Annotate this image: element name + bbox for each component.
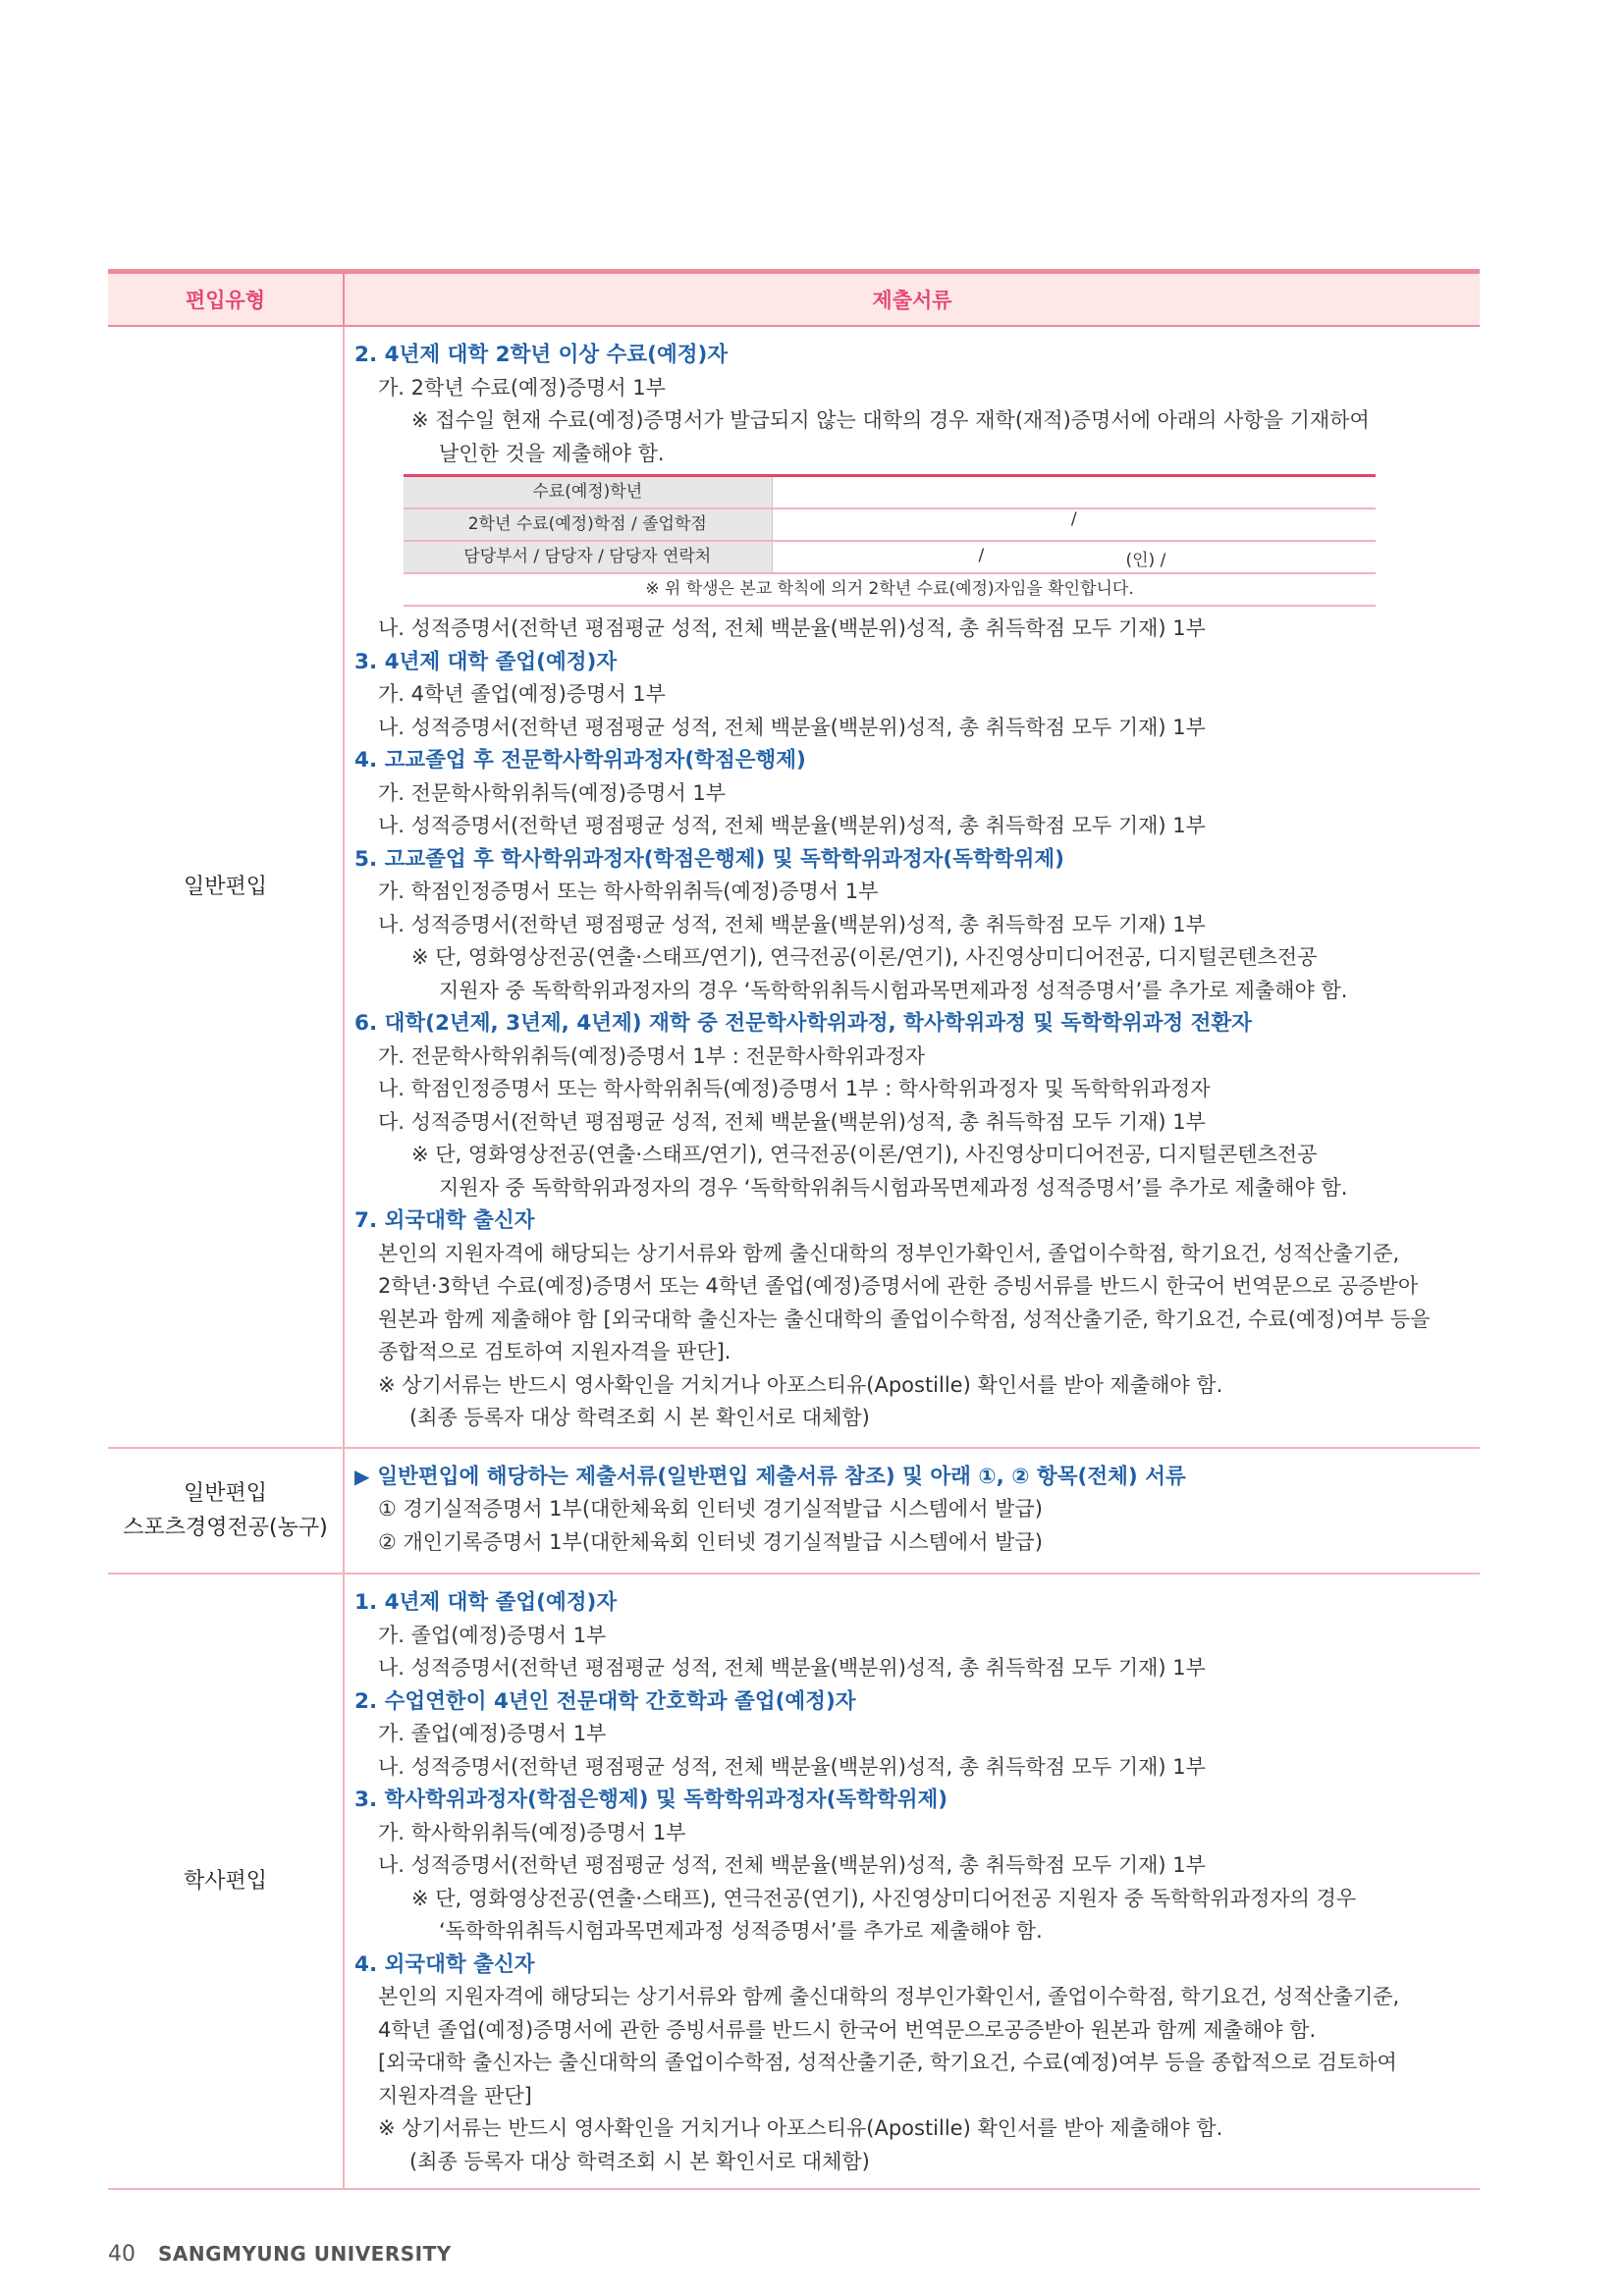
confirmation-form-table	[404, 474, 1376, 607]
form-label: 2학년 수료(예정)학점 / 졸업학점	[404, 508, 772, 541]
header-documents: 제출서류	[344, 272, 1480, 327]
doc-note: ‘독학학위취득시험과목면제과정 성적증명서’를 추가로 제출해야 함.	[439, 1919, 1043, 1943]
form-value	[772, 508, 1376, 541]
doc-paragraph: 종합적으로 검토하여 지원자격을 판단].	[378, 1340, 731, 1363]
triangle-arrow-icon: ▶	[354, 1464, 370, 1488]
doc-item: 나. 성적증명서(전학년 평점평균 성적, 전체 백분율(백분위)성적, 총 취득학점 모두 기재) 1부	[378, 1853, 1206, 1877]
doc-note: (최종 등록자 대상 학력조회 시 본 확인서로 대체함)	[409, 1406, 870, 1429]
section-title: 2. 수업연한이 4년인 전문대학 간호학과 졸업(예정)자	[354, 1688, 856, 1714]
section-title: 5. 고교졸업 후 학사학위과정자(학점은행제) 및 독학학위과정자(독학학위제)	[354, 846, 1064, 872]
doc-paragraph: 2학년·3학년 수료(예정)증명서 또는 4학년 졸업(예정)증명서에 관한 증빙서류를 반드시 한국어 번역문으로 공증받아	[378, 1274, 1419, 1298]
doc-note: 날인한 것을 제출해야 함.	[439, 441, 665, 465]
section-title: 2. 4년제 대학 2학년 이상 수료(예정)자	[354, 343, 729, 367]
documents-bachelor	[344, 1574, 1480, 2189]
doc-item: 가. 졸업(예정)증명서 1부	[378, 1623, 607, 1647]
doc-item: 나. 성적증명서(전학년 평점평균 성적, 전체 백분율(백분위)성적, 총 취득학점 모두 기재) 1부	[378, 1656, 1206, 1680]
table-row-sports	[108, 1448, 1480, 1575]
doc-item: 가. 4학년 졸업(예정)증명서 1부	[378, 682, 666, 706]
doc-note: ※ 상기서류는 반드시 영사확인을 거치거나 아포스티유(Apostille) 확인서를 받아 제출해야 함.	[378, 1372, 1223, 1397]
page-number: 40	[108, 2242, 135, 2267]
section-title: 1. 4년제 대학 졸업(예정)자	[354, 1590, 618, 1615]
doc-note: ※ 단, 영화영상전공(연출·스태프/연기), 연극전공(이론/연기), 사진영상미디어전공, 디지털콘텐츠전공	[411, 1143, 1318, 1166]
table-row-general	[108, 326, 1480, 1448]
form-label: 수료(예정)학년	[404, 476, 772, 509]
type-sports-line2: 스포츠경영전공(농구)	[123, 1515, 328, 1540]
section-title: 3. 4년제 대학 졸업(예정)자	[354, 649, 618, 674]
doc-item: 나. 학점인정증명서 또는 학사학위취득(예정)증명서 1부 : 학사학위과정자 및 독학학위과정자	[378, 1077, 1211, 1100]
header-transfer-type: 편입유형	[108, 272, 344, 327]
submission-documents-table	[108, 269, 1480, 2190]
doc-paragraph: 지원자격을 판단]	[378, 2083, 532, 2108]
form-separator: /	[1070, 509, 1077, 529]
doc-note: ※ 상기서류는 반드시 영사확인을 거치거나 아포스티유(Apostille) 확인서를 받아 제출해야 함.	[378, 2116, 1223, 2140]
doc-item: 나. 성적증명서(전학년 평점평균 성적, 전체 백분율(백분위)성적, 총 취득학점 모두 기재) 1부	[378, 912, 1206, 936]
documents-general	[344, 326, 1480, 1448]
form-value	[772, 541, 1376, 573]
section-title: 7. 외국대학 출신자	[354, 1208, 535, 1233]
table-row-bachelor	[108, 1574, 1480, 2189]
type-bachelor: 학사편입	[108, 1574, 344, 2189]
doc-paragraph: [외국대학 출신자는 출신대학의 졸업이수학점, 성적산출기준, 학기요건, 수료(예정)여부 등을 종합적으로 검토하여	[378, 2051, 1397, 2074]
doc-item: 가. 전문학사학위취득(예정)증명서 1부 : 전문학사학위과정자	[378, 1043, 926, 1068]
documents-sports	[344, 1448, 1480, 1575]
doc-note: (최종 등록자 대상 학력조회 시 본 확인서로 대체함)	[409, 2149, 870, 2173]
section-title: 6. 대학(2년제, 3년제, 4년제) 재학 중 전문학사학위과정, 학사학위과정 및 독학학위과정 전환자	[354, 1011, 1252, 1036]
section-title: 4. 고교졸업 후 전문학사학위과정자(학점은행제)	[354, 748, 806, 773]
doc-item: 나. 성적증명서(전학년 평점평균 성적, 전체 백분율(백분위)성적, 총 취득학점 모두 기재) 1부	[378, 715, 1206, 739]
doc-item: 가. 2학년 수료(예정)증명서 1부	[378, 375, 666, 400]
doc-note: ※ 단, 영화영상전공(연출·스태프), 연극전공(연기), 사진영상미디어전공 지원자 중 독학학위과정자의 경우	[411, 1886, 1357, 1910]
doc-item: 나. 성적증명서(전학년 평점평균 성적, 전체 백분율(백분위)성적, 총 취득학점 모두 기재) 1부	[378, 616, 1206, 640]
section-title: 3. 학사학위과정자(학점은행제) 및 독학학위과정자(독학학위제)	[354, 1788, 948, 1812]
type-general: 일반편입	[108, 326, 344, 1448]
form-confirmation-note: ※ 위 학생은 본교 학칙에 의거 2학년 수료(예정)자임을 확인합니다.	[404, 573, 1376, 606]
form-seal-mark: (인) /	[1125, 551, 1166, 570]
doc-item: 가. 학점인정증명서 또는 학사학위취득(예정)증명서 1부	[378, 880, 879, 903]
doc-item: 가. 전문학사학위취득(예정)증명서 1부	[378, 780, 727, 805]
doc-item: 가. 학사학위취득(예정)증명서 1부	[378, 1820, 686, 1844]
type-sports-line1: 일반편입	[183, 1480, 267, 1506]
form-label: 담당부서 / 담당자 / 담당자 연락처	[404, 541, 772, 573]
doc-item: ② 개인기록증명서 1부(대한체육회 인터넷 경기실적발급 시스템에서 발급)	[378, 1529, 1043, 1554]
table-header-row	[108, 272, 1480, 327]
doc-item: 나. 성적증명서(전학년 평점평균 성적, 전체 백분율(백분위)성적, 총 취득학점 모두 기재) 1부	[378, 1754, 1206, 1779]
doc-paragraph: 원본과 함께 제출해야 함 [외국대학 출신자는 출신대학의 졸업이수학점, 성적산출기준, 학기요건, 수료(예정)여부 등을	[378, 1307, 1431, 1331]
doc-paragraph: 본인의 지원자격에 해당되는 상기서류와 함께 출신대학의 정부인가확인서, 졸업이수학점, 학기요건, 성적산출기준,	[378, 1241, 1400, 1265]
doc-paragraph: 본인의 지원자격에 해당되는 상기서류와 함께 출신대학의 정부인가확인서, 졸업이수학점, 학기요건, 성적산출기준,	[378, 1985, 1400, 2008]
section-title	[354, 1461, 1480, 1494]
section-title: 4. 외국대학 출신자	[354, 1951, 535, 1977]
doc-item: 다. 성적증명서(전학년 평점평균 성적, 전체 백분율(백분위)성적, 총 취득학점 모두 기재) 1부	[378, 1109, 1206, 1134]
doc-note: 지원자 중 독학학위과정자의 경우 ‘독학학위취득시험과목면제과정 성적증명서’를 추가로 제출해야 함.	[439, 978, 1348, 1002]
form-value	[772, 476, 1376, 509]
doc-note: ※ 단, 영화영상전공(연출·스태프/연기), 연극전공(이론/연기), 사진영상미디어전공, 디지털콘텐츠전공	[411, 945, 1318, 969]
university-name: SANGMYUNG UNIVERSITY	[158, 2242, 452, 2266]
section-title-text: 일반편입에 해당하는 제출서류(일반편입 제출서류 참조) 및 아래 ①, ② 항목(전체) 서류	[377, 1464, 1186, 1489]
doc-note: 지원자 중 독학학위과정자의 경우 ‘독학학위취득시험과목면제과정 성적증명서’를 추가로 제출해야 함.	[439, 1175, 1348, 1200]
doc-paragraph: 4학년 졸업(예정)증명서에 관한 증빙서류를 반드시 한국어 번역문으로공증받아 원본과 함께 제출해야 함.	[378, 2017, 1317, 2042]
doc-item: ① 경기실적증명서 1부(대한체육회 인터넷 경기실적발급 시스템에서 발급)	[378, 1497, 1043, 1521]
form-separator: /	[978, 546, 985, 565]
page-footer	[108, 2242, 452, 2267]
doc-item: 가. 졸업(예정)증명서 1부	[378, 1722, 607, 1745]
doc-item: 나. 성적증명서(전학년 평점평균 성적, 전체 백분율(백분위)성적, 총 취득학점 모두 기재) 1부	[378, 814, 1206, 837]
doc-note: ※ 접수일 현재 수료(예정)증명서가 발급되지 않는 대학의 경우 재학(재적)증명서에 아래의 사항을 기재하여	[411, 408, 1370, 432]
